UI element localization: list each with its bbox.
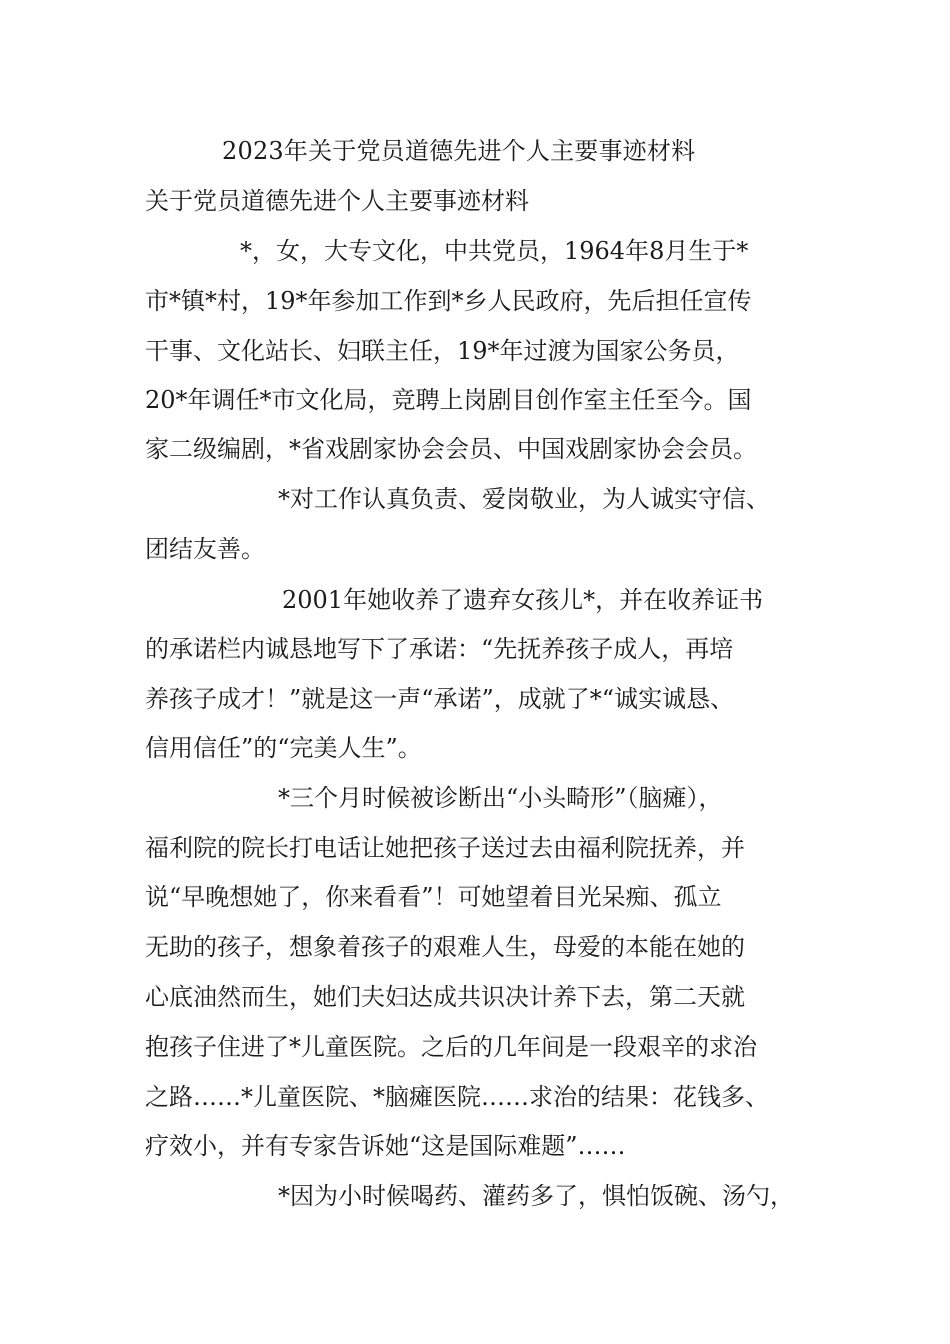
- body-line: 信用信任”的“完美人生”。: [145, 734, 422, 762]
- body-line: 无助的孩子，想象着孩子的艰难人生，母爱的本能在她的: [145, 933, 745, 961]
- body-line: 家二级编剧，*省戏剧家协会会员、中国戏剧家协会会员。: [145, 435, 757, 463]
- body-line: *因为小时候喝药、灌药多了，惧怕饭碗、汤勺，: [278, 1182, 794, 1210]
- body-line: 20*年调任*市文化局，竞聘上岗剧目创作室主任至今。国: [145, 386, 752, 414]
- body-line: 2001年她收养了遗弃女孩儿*，并在收养证书: [282, 586, 764, 614]
- body-line: 说“早晚想她了，你来看看”！可她望着目光呆痴、孤立: [145, 883, 722, 911]
- body-line: *，女，大专文化，中共党员，1964年8月生于*: [240, 237, 749, 265]
- body-line: 之路……*儿童医院、*脑瘫医院……求治的结果：花钱多、: [145, 1083, 769, 1111]
- body-line: 市*镇*村，19*年参加工作到*乡人民政府，先后担任宣传: [145, 287, 752, 315]
- body-line: 疗效小，并有专家告诉她“这是国际难题”……: [145, 1132, 626, 1160]
- document-subtitle: 关于党员道德先进个人主要事迹材料: [145, 187, 529, 215]
- body-line: 心底油然而生，她们夫妇达成共识决计养下去，第二天就: [145, 983, 745, 1011]
- body-line: 福利院的院长打电话让她把孩子送过去由福利院抚养，并: [145, 834, 745, 862]
- body-line: 团结友善。: [145, 535, 265, 563]
- body-line: 干事、文化站长、妇联主任，19*年过渡为国家公务员，: [145, 337, 740, 365]
- body-line: 的承诺栏内诚恳地写下了承诺：“先抚养孩子成人，再培: [145, 635, 734, 663]
- body-line: 养孩子成才！”就是这一声“承诺”，成就了*“诚实诚恳、: [145, 685, 735, 713]
- body-line: *对工作认真负责、爱岗敬业，为人诚实守信、: [278, 485, 770, 513]
- body-line: *三个月时候被诊断出“小头畸形”（脑瘫），: [278, 784, 723, 812]
- body-line: 抱孩子住进了*儿童医院。之后的几年间是一段艰辛的求治: [145, 1033, 757, 1061]
- document-title: 2023年关于党员道德先进个人主要事迹材料: [222, 137, 696, 165]
